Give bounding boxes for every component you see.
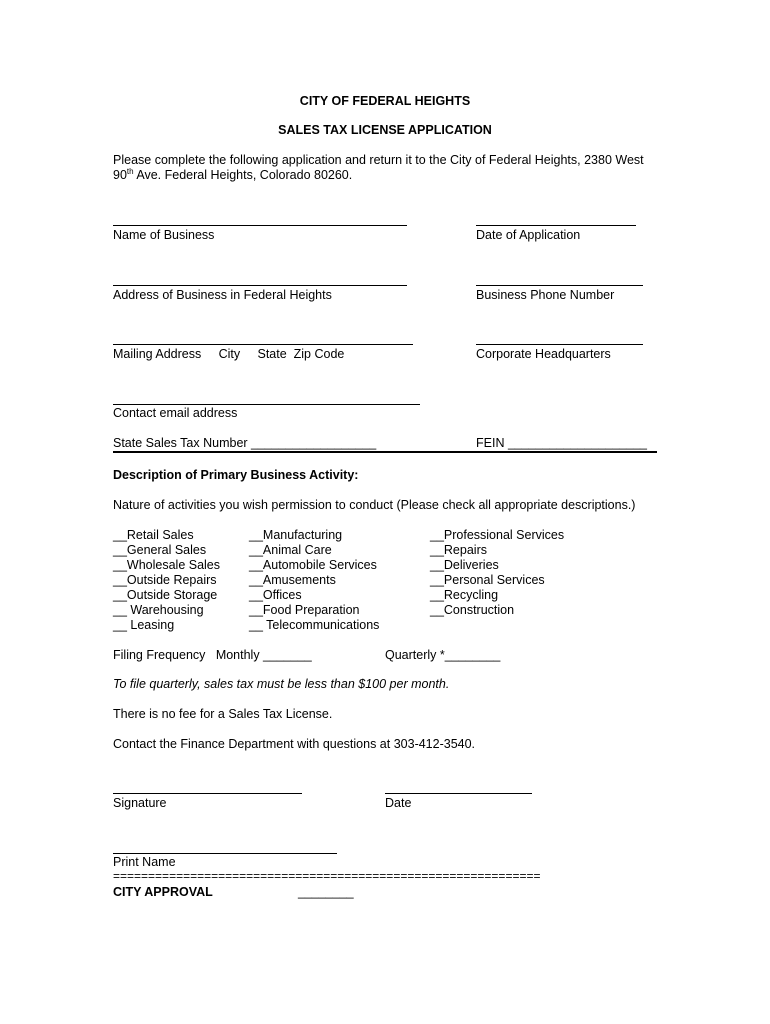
print-name-label: Print Name xyxy=(113,855,176,869)
activity-heading: Description of Primary Business Activity: xyxy=(113,468,359,482)
date-label: Date xyxy=(385,796,412,810)
activity-option[interactable]: __Professional Services xyxy=(430,528,565,542)
contact-email-label: Contact email address xyxy=(113,406,238,420)
activity-option[interactable]: __General Sales xyxy=(113,543,207,557)
activity-option[interactable]: __Animal Care xyxy=(249,543,332,557)
filing-monthly[interactable]: Filing Frequency Monthly _______ xyxy=(113,648,312,662)
activity-option[interactable]: __Deliveries xyxy=(430,558,499,572)
filing-quarterly[interactable]: Quarterly *________ xyxy=(385,648,501,662)
city-approval-label: CITY APPROVAL xyxy=(113,885,213,899)
no-fee-note: There is no fee for a Sales Tax License. xyxy=(113,707,333,721)
activity-option[interactable]: __Food Preparation xyxy=(249,603,360,617)
activity-option[interactable]: __Repairs xyxy=(430,543,487,557)
activity-option[interactable]: __Retail Sales xyxy=(113,528,194,542)
activity-option[interactable]: __Construction xyxy=(430,603,515,617)
activity-column-1 xyxy=(113,528,220,633)
date-of-application-line[interactable] xyxy=(476,225,636,226)
corporate-hq-line[interactable] xyxy=(476,344,643,345)
mailing-address-label: Mailing Address City State Zip Code xyxy=(113,347,345,361)
intro-line-2: 90th Ave. Federal Heights, Colorado 80260. xyxy=(113,167,353,183)
activity-option[interactable]: __Amusements xyxy=(249,573,336,587)
signature-label: Signature xyxy=(113,796,167,810)
corporate-hq-label: Corporate Headquarters xyxy=(476,347,611,361)
business-address-line[interactable] xyxy=(113,285,407,286)
activity-option[interactable]: __Offices xyxy=(249,588,302,602)
business-name-label: Name of Business xyxy=(113,228,215,242)
city-heading: CITY OF FEDERAL HEIGHTS xyxy=(299,94,471,108)
activity-option[interactable]: __ Telecommunications xyxy=(249,618,380,632)
business-phone-line[interactable] xyxy=(476,285,643,286)
activity-option[interactable]: __ Leasing xyxy=(113,618,175,632)
activity-option[interactable]: __Wholesale Sales xyxy=(113,558,221,572)
print-name-line[interactable] xyxy=(113,853,337,854)
activity-option[interactable]: __Personal Services xyxy=(430,573,545,587)
activity-instructions: Nature of activities you wish permission to conduct (Please check all appropriate descriptions.) xyxy=(113,498,636,512)
business-phone-label: Business Phone Number xyxy=(476,288,615,302)
contact-email-line[interactable] xyxy=(113,404,420,405)
activity-option[interactable]: __Outside Repairs xyxy=(113,573,217,587)
city-approval-blank[interactable]: ________ xyxy=(298,885,354,899)
state-sales-tax-field[interactable]: State Sales Tax Number __________________ xyxy=(113,436,377,450)
activity-option[interactable]: __ Warehousing xyxy=(113,603,204,617)
business-address-label: Address of Business in Federal Heights xyxy=(113,288,332,302)
separator-line: ============================================================= xyxy=(113,869,541,883)
activity-option[interactable]: __Automobile Services xyxy=(249,558,377,572)
quarterly-note: To file quarterly, sales tax must be less than $100 per month. xyxy=(113,677,450,691)
fein-field[interactable]: FEIN ____________________ xyxy=(476,436,647,450)
activity-option[interactable]: __Recycling xyxy=(430,588,499,602)
mailing-address-line[interactable] xyxy=(113,344,413,345)
section-divider xyxy=(113,451,657,453)
activity-option[interactable]: __Manufacturing xyxy=(249,528,343,542)
signature-line[interactable] xyxy=(113,793,302,794)
form-title: SALES TAX LICENSE APPLICATION xyxy=(278,123,492,137)
date-line[interactable] xyxy=(385,793,532,794)
business-name-line[interactable] xyxy=(113,225,407,226)
contact-note: Contact the Finance Department with questions at 303-412-3540. xyxy=(113,737,476,751)
date-of-application-label: Date of Application xyxy=(476,228,581,242)
activity-column-2 xyxy=(249,528,379,633)
activity-option[interactable]: __Outside Storage xyxy=(113,588,218,602)
activity-column-3 xyxy=(430,528,564,618)
intro-line-1: Please complete the following application and return it to the City of Federal Heights, 2380 West xyxy=(113,153,644,167)
